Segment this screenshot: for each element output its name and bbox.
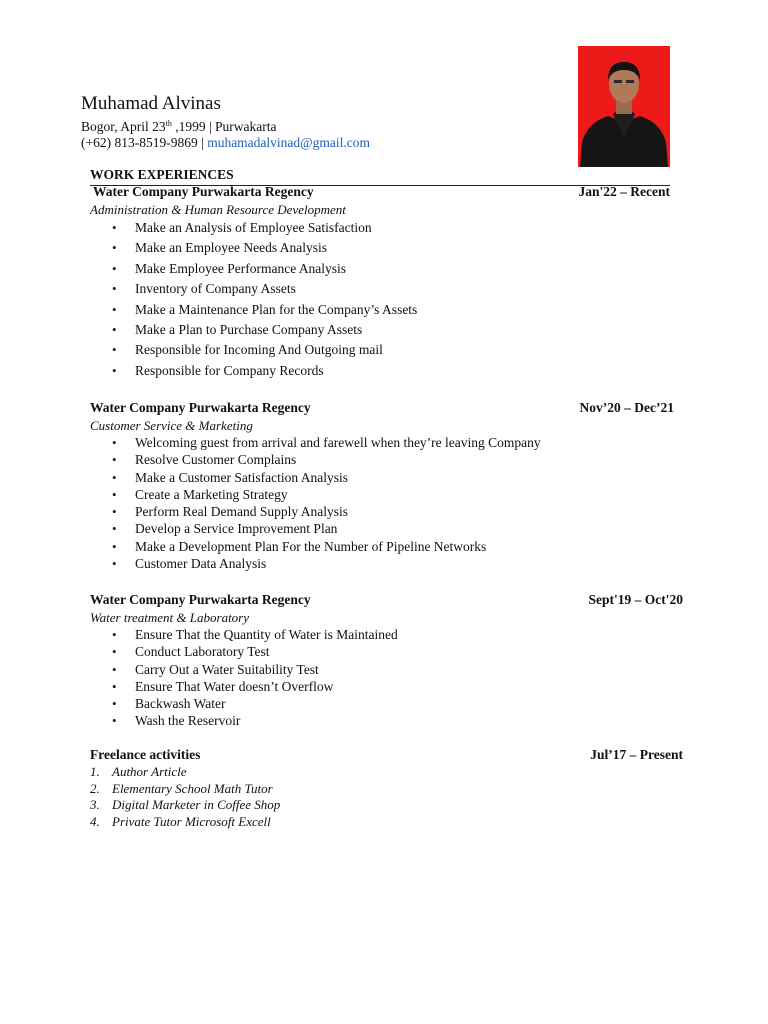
ordinal-suffix: th [165,119,172,128]
duty-item: • Develop a Service Improvement Plan [90,520,685,537]
item-text: Elementary School Math Tutor [112,780,273,796]
job-header [90,184,685,201]
freelance-list [90,764,685,830]
profile-photo [578,46,670,167]
duty-item: • Resolve Customer Complains [90,451,685,468]
job-header [90,592,685,609]
job-date: Jan'22 – Recent [578,184,670,199]
freelance-item [90,781,685,798]
duty-item: • Create a Marketing Strategy [90,486,685,503]
item-number: 3. [90,797,100,812]
duty-list [90,626,685,730]
duty-item: • Welcoming guest from arrival and farewell when they’re leaving Company [90,434,685,451]
duty-item: • Make a Development Plan For the Number of Pipeline Networks [90,538,685,555]
job-company: Water Company Purwakarta Regency [93,184,314,199]
item-text: Digital Marketer in Coffee Shop [112,797,281,812]
duty-item: • Ensure That the Quantity of Water is Maintained [90,626,685,643]
email-link[interactable]: muhamadalvinad@gmail.com [207,135,370,150]
item-number: 2. [90,780,100,796]
item-number: 4. [90,813,100,829]
birth-place: Bogor, April 23 [81,119,166,134]
item-text: Private Tutor Microsoft Excell [112,813,271,829]
duty-item: • Ensure That Water doesn’t Overflow [90,678,685,695]
job-company: Water Company Purwakarta Regency [90,592,311,607]
duty-item: • Carry Out a Water Suitability Test [90,661,685,678]
job-date: Sept'19 – Oct'20 [588,592,683,607]
duty-item: • Make a Plan to Purchase Company Assets [90,320,685,340]
freelance-item [90,797,685,814]
duty-item: • Make Employee Performance Analysis [90,259,685,279]
item-text: Author Article [112,764,187,779]
duty-item: • Make an Employee Needs Analysis [90,238,685,258]
job-date: Nov’20 – Dec’21 [579,400,674,415]
duty-item: • Make a Customer Satisfaction Analysis [90,469,685,486]
job-role: Administration & Human Resource Development [90,202,346,217]
freelance-header [90,747,685,764]
job-entry [90,400,685,572]
duty-list [90,218,685,381]
freelance-item [90,814,685,831]
job-role: Water treatment & Laboratory [90,610,250,625]
birth-year-city: ,1999 | Purwakarta [171,119,277,134]
job-header [90,400,685,417]
duty-item: • Wash the Reservoir [90,712,685,729]
duty-item: • Conduct Laboratory Test [90,643,685,660]
freelance-entry [90,747,685,830]
birth-info [81,119,277,135]
duty-item: • Make an Analysis of Employee Satisfaction [90,218,685,238]
job-company: Water Company Purwakarta Regency [90,400,311,415]
duty-item: • Perform Real Demand Supply Analysis [90,503,685,520]
person-portrait-icon [578,46,670,167]
duty-item: • Backwash Water [90,695,685,712]
duty-item: • Inventory of Company Assets [90,279,685,299]
duty-item: • Make a Maintenance Plan for the Company’s Assets [90,300,685,320]
contact-info [81,135,370,151]
duty-item: • Customer Data Analysis [90,555,685,572]
duty-list [90,434,685,572]
duty-item: • Responsible for Company Records [90,361,685,381]
item-number: 1. [90,764,100,779]
job-entry [90,592,685,730]
freelance-date: Jul’17 – Present [590,747,683,762]
phone-number: (+62) 813-8519-9869 | [81,135,208,150]
job-entry [90,184,685,381]
job-role: Customer Service & Marketing [90,418,253,433]
resume-name: Muhamad Alvinas [81,93,221,114]
freelance-title: Freelance activities [90,747,201,762]
section-title: WORK EXPERIENCES [90,167,234,182]
duty-item: • Responsible for Incoming And Outgoing mail [90,340,685,360]
freelance-item [90,764,685,781]
